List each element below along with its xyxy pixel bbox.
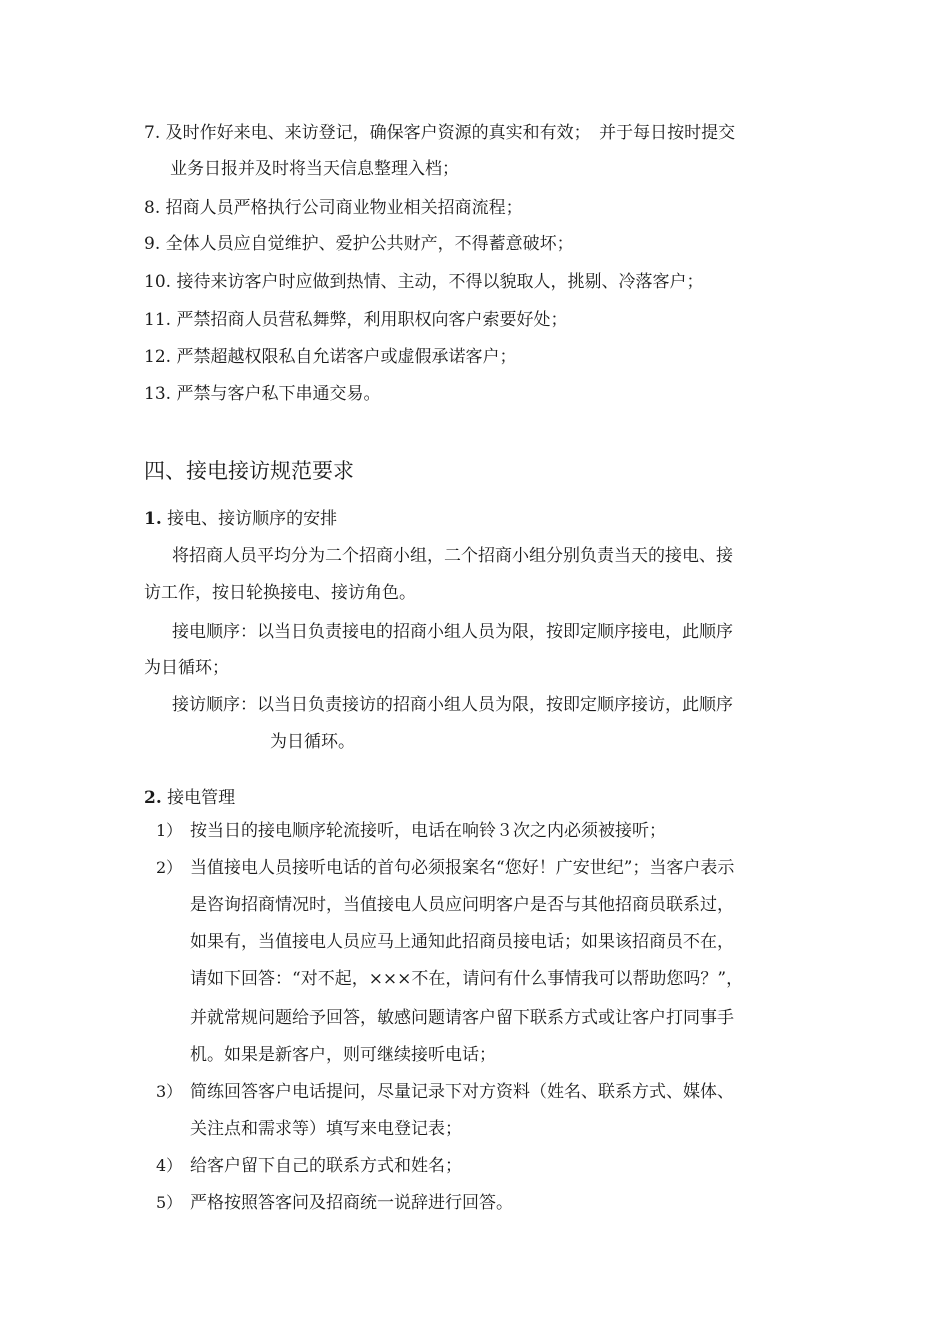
- rule-text: 接待来访客户时应做到热情、主动，不得以貌取人，挑剔、冷落客户；: [176, 272, 704, 292]
- paragraph-line: 接访顺序：以当日负责接访的招商小组人员为限，按即定顺序接访，此顺序: [172, 695, 733, 715]
- subsection-title: 接电管理: [167, 788, 236, 808]
- subsection-number: 1.: [144, 509, 162, 529]
- rule-text: 严禁招商人员营私舞弊，利用职权向客户索要好处；: [176, 310, 568, 330]
- rule-text: 全体人员应自觉维护、爱护公共财产，不得蓄意破坏；: [165, 234, 574, 254]
- paragraph-line: 访工作，按日轮换接电、接访角色。: [144, 583, 416, 603]
- paragraph-line: 为日循环；: [144, 658, 229, 678]
- paragraph-line: 将招商人员平均分为二个招商小组，二个招商小组分别负责当天的接电、接: [172, 546, 733, 566]
- rule-7-cont: 业务日报并及时将当天信息整理入档；: [170, 159, 459, 179]
- rule-7: [144, 121, 735, 145]
- rule-text: 招商人员严格执行公司商业物业相关招商流程；: [165, 198, 523, 218]
- rule-12: [144, 345, 516, 369]
- list-item-text: 并就常规问题给予回答，敏感问题请客户留下联系方式或让客户打同事手: [190, 1008, 734, 1028]
- subsection-1-title: [144, 507, 337, 531]
- paragraph-line: 接电顺序：以当日负责接电的招商小组人员为限，按即定顺序接电，此顺序: [172, 622, 733, 642]
- rule-text: 严禁超越权限私自允诺客户或虚假承诺客户；: [176, 347, 517, 367]
- rule-13: [144, 382, 380, 406]
- list-item-number: 1）: [156, 821, 183, 840]
- section-heading: 四、接电接访规范要求: [144, 459, 354, 483]
- list-item-text: 机。如果是新客户，则可继续接听电话；: [190, 1045, 496, 1065]
- list-item-number: 4）: [156, 1156, 183, 1175]
- rule-text: 严禁与客户私下串通交易。: [176, 384, 381, 404]
- subsection-2-title: [144, 786, 235, 810]
- subsection-title: 接电、接访顺序的安排: [167, 509, 338, 529]
- list-item-text: 当值接电人员接听电话的首句必须报案名“您好！广安世纪”；当客户表示: [190, 858, 735, 878]
- rule-number: 12.: [144, 347, 172, 367]
- list-item-text: 是咨询招商情况时，当值接电人员应问明客户是否与其他招商员联系过，: [190, 895, 734, 915]
- rule-9: [144, 232, 574, 256]
- list-item-text: 关注点和需求等）填写来电登记表；: [190, 1119, 462, 1139]
- list-item-text: 给客户留下自己的联系方式和姓名；: [190, 1156, 462, 1176]
- rule-8: [144, 196, 523, 220]
- subsection-number: 2.: [144, 788, 162, 808]
- list-item-text: 请如下回答：“对不起，×××不在，请问有什么事情我可以帮助您吗？”，: [190, 969, 744, 989]
- list-item-text: 如果有，当值接电人员应马上通知此招商员接电话；如果该招商员不在，: [190, 932, 734, 952]
- list-item-number: 3）: [156, 1082, 183, 1101]
- list-item-number: 2）: [156, 858, 183, 877]
- rule-number: 8.: [144, 198, 161, 218]
- list-item-number: 5）: [156, 1193, 183, 1212]
- rule-text: 及时作好来电、来访登记，确保客户资源的真实和有效； 并于每日按时提交: [165, 123, 736, 143]
- list-item-text: 简练回答客户电话提问，尽量记录下对方资料（姓名、联系方式、媒体、: [190, 1082, 734, 1102]
- paragraph-line: 为日循环。: [270, 732, 355, 752]
- rule-10: [144, 270, 703, 294]
- list-item-text: 严格按照答客问及招商统一说辞进行回答。: [190, 1193, 513, 1213]
- rule-11: [144, 308, 567, 332]
- rule-number: 13.: [144, 384, 172, 404]
- rule-number: 9.: [144, 234, 161, 254]
- rule-number: 10.: [144, 272, 172, 292]
- list-item-text: 按当日的接电顺序轮流接听，电话在响铃３次之内必须被接听；: [190, 821, 666, 841]
- rule-number: 11.: [144, 310, 172, 330]
- rule-number: 7.: [144, 123, 161, 143]
